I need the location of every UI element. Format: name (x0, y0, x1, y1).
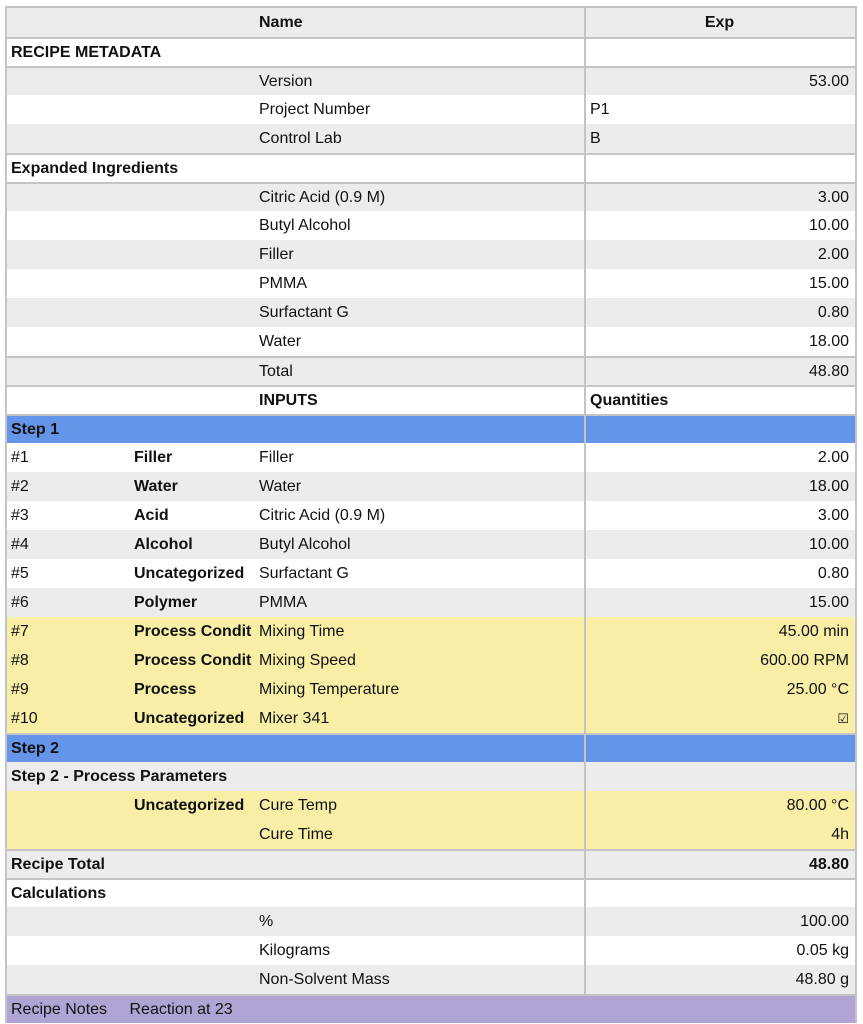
input-category: Uncategorized (134, 710, 245, 727)
process-parameters-row (7, 762, 855, 791)
calculation-row (7, 936, 855, 965)
header-row (7, 8, 855, 37)
input-quantity[interactable]: 2.00 (584, 443, 855, 472)
ingredient-row[interactable] (7, 240, 855, 269)
input-row[interactable] (7, 559, 855, 588)
step-2-band[interactable] (7, 733, 855, 762)
metadata-row[interactable] (7, 124, 855, 153)
input-name: Mixing Temperature (259, 681, 400, 698)
input-quantity[interactable]: 600.00 RPM (584, 646, 855, 675)
recipe-total-value: 48.80 (584, 851, 855, 878)
input-name: Surfactant G (259, 565, 349, 582)
input-quantity[interactable]: 10.00 (584, 530, 855, 559)
process-row[interactable] (7, 617, 855, 646)
header-cell-blank-2 (130, 8, 255, 37)
input-row[interactable] (7, 501, 855, 530)
input-number: #7 (11, 623, 29, 640)
ingredient-name: Butyl Alcohol (259, 217, 351, 234)
section-title: RECIPE METADATA (11, 44, 162, 61)
metadata-name: Project Number (259, 101, 371, 118)
ingredient-value[interactable]: 3.00 (584, 184, 855, 211)
ingredient-row[interactable] (7, 182, 855, 211)
ingredient-value[interactable]: 2.00 (584, 240, 855, 269)
input-number: #6 (11, 594, 29, 611)
section-row-calculations (7, 878, 855, 907)
input-number: #3 (11, 507, 29, 524)
section-title: Calculations (11, 885, 107, 902)
input-row[interactable] (7, 588, 855, 617)
input-name: PMMA (259, 594, 307, 611)
recipe-total-row (7, 849, 855, 878)
ingredient-row[interactable] (7, 298, 855, 327)
input-number: #2 (11, 478, 29, 495)
ingredient-value[interactable]: 18.00 (584, 327, 855, 356)
recipe-notes-value[interactable]: Reaction at 23 (129, 1001, 233, 1018)
metadata-value[interactable]: B (584, 124, 855, 153)
name-column-header[interactable]: Name (259, 14, 303, 31)
metadata-name: Control Lab (259, 130, 342, 147)
input-name: Butyl Alcohol (259, 536, 351, 553)
calculation-row (7, 907, 855, 936)
input-quantity[interactable]: 25.00 °C (584, 675, 855, 704)
ingredient-name: Water (259, 333, 302, 350)
input-name: Mixing Time (259, 623, 345, 640)
ingredient-value[interactable]: 0.80 (584, 298, 855, 327)
input-number: #1 (11, 449, 29, 466)
input-quantity[interactable]: 0.80 (584, 559, 855, 588)
calculation-name: Kilograms (259, 942, 331, 959)
input-number: #5 (11, 565, 29, 582)
ingredient-name: Filler (259, 246, 294, 263)
recipe-total-label: Recipe Total (11, 856, 105, 873)
ingredient-value[interactable]: 15.00 (584, 269, 855, 298)
step-1-band[interactable] (7, 414, 855, 443)
metadata-row[interactable] (7, 66, 855, 95)
exp-column-header[interactable]: Exp (584, 8, 855, 37)
recipe-notes-label: Recipe Notes (11, 1001, 108, 1018)
calculation-name: % (259, 913, 274, 930)
input-number: #4 (11, 536, 29, 553)
ingredient-name: Surfactant G (259, 304, 349, 321)
inputs-header-row (7, 385, 855, 414)
calculation-name: Non-Solvent Mass (259, 971, 390, 988)
input-name: Citric Acid (0.9 M) (259, 507, 386, 524)
input-row[interactable] (7, 530, 855, 559)
input-name: Cure Time (259, 826, 333, 843)
input-quantity[interactable]: 18.00 (584, 472, 855, 501)
input-category: Filler (134, 449, 173, 466)
input-quantity[interactable]: 80.00 °C (584, 791, 855, 820)
metadata-value[interactable]: P1 (584, 95, 855, 124)
process-row[interactable] (7, 646, 855, 675)
calculation-value: 100.00 (584, 907, 855, 936)
input-row[interactable] (7, 443, 855, 472)
calculation-value: 0.05 kg (584, 936, 855, 965)
input-row[interactable] (7, 472, 855, 501)
input-quantity[interactable]: 45.00 min (584, 617, 855, 646)
ingredient-name: Citric Acid (0.9 M) (259, 189, 386, 206)
ingredient-value[interactable]: 10.00 (584, 211, 855, 240)
header-cell-blank (7, 8, 130, 37)
input-category: Alcohol (134, 536, 193, 553)
step-label: Step 1 (11, 421, 60, 438)
input-category (130, 820, 255, 849)
total-label: Total (259, 363, 293, 380)
input-quantity[interactable] (584, 704, 855, 733)
ingredient-row[interactable] (7, 327, 855, 356)
ingredient-name: PMMA (259, 275, 307, 292)
metadata-name: Version (259, 73, 313, 90)
section-value-cell (584, 39, 855, 66)
input-category: Polymer (134, 594, 198, 611)
input-name: Mixing Speed (259, 652, 356, 669)
input-category: Process Condit (134, 623, 252, 640)
input-category: Process Condit (134, 652, 252, 669)
step-label: Step 2 (11, 740, 60, 757)
input-category: Uncategorized (134, 797, 245, 814)
ingredient-row[interactable] (7, 211, 855, 240)
metadata-row[interactable] (7, 95, 855, 124)
input-category: Acid (134, 507, 169, 524)
input-name: Mixer 341 (259, 710, 330, 727)
input-quantity[interactable]: 15.00 (584, 588, 855, 617)
process-row[interactable] (7, 791, 855, 820)
input-name: Water (259, 478, 302, 495)
total-value: 48.80 (584, 358, 855, 385)
input-category: Uncategorized (134, 565, 245, 582)
recipe-sheet (5, 6, 857, 1023)
input-number: #9 (11, 681, 29, 698)
ingredient-row[interactable] (7, 269, 855, 298)
section-row-expanded-ingredients (7, 153, 855, 182)
inputs-header: INPUTS (259, 392, 318, 409)
input-number: #8 (11, 652, 29, 669)
input-category: Process (134, 681, 197, 698)
recipe-notes-row[interactable] (7, 994, 855, 1023)
section-title: Step 2 - Process Parameters (11, 768, 228, 785)
input-number: #10 (11, 710, 38, 727)
quantities-header: Quantities (584, 387, 855, 414)
ingredient-total-row (7, 356, 855, 385)
section-row-metadata (7, 37, 855, 66)
checkbox-checked-icon[interactable]: ☑ (837, 711, 849, 726)
input-quantity[interactable]: 4h (584, 820, 855, 849)
metadata-value[interactable]: 53.00 (584, 68, 855, 95)
process-row[interactable] (7, 704, 855, 733)
calculation-row (7, 965, 855, 994)
process-row[interactable] (7, 675, 855, 704)
input-name: Filler (259, 449, 294, 466)
input-name: Cure Temp (259, 797, 337, 814)
calculation-value: 48.80 g (584, 965, 855, 994)
section-title: Expanded Ingredients (11, 160, 179, 177)
input-quantity[interactable]: 3.00 (584, 501, 855, 530)
input-category: Water (134, 478, 178, 495)
process-row[interactable] (7, 820, 855, 849)
